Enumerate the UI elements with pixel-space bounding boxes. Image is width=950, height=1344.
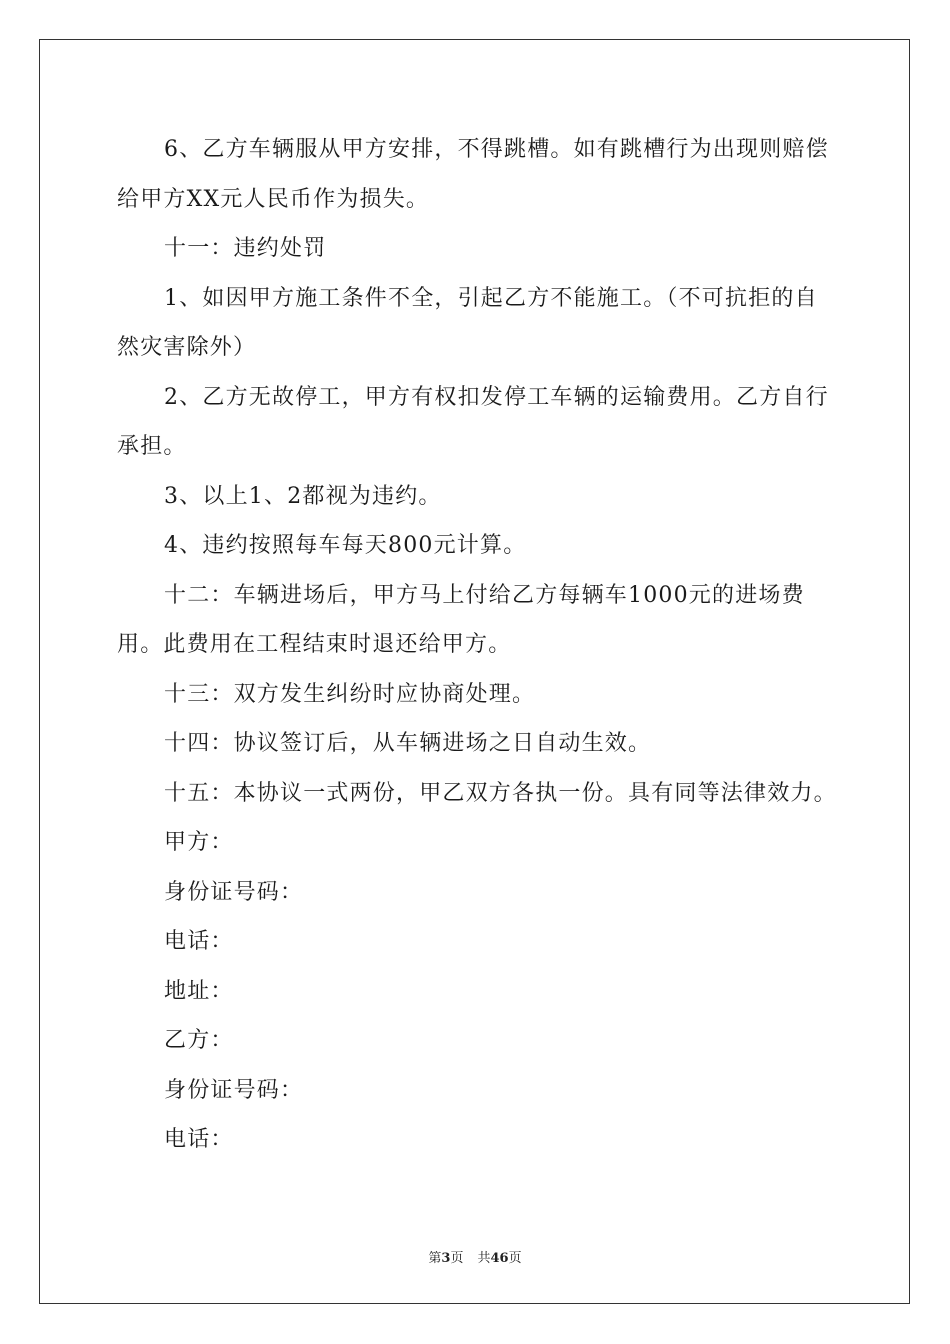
section-13-dispute: 十三：双方发生纠纷时应协商处理。 <box>164 681 536 707</box>
document-body <box>117 125 837 1165</box>
paragraph-penalty-1: 1、如因甲方施工条件不全，引起乙方不能施工。（不可抗拒的自然灾害除外） <box>117 285 818 360</box>
paragraph-penalty-3: 3、以上1、2都视为违约。 <box>164 483 442 509</box>
footer-page-suffix: 页 <box>450 1251 464 1266</box>
section-15-copies: 十五：本协议一式两份，甲乙双方各执一份。具有同等法律效力。 <box>164 780 837 806</box>
section-12-entry-fee: 十二：车辆进场后，甲方马上付给乙方每辆车1000元的进场费用。此费用在工程结束时退还给甲方。 <box>117 582 805 657</box>
party-a-label: 甲方： <box>164 830 234 855</box>
page-footer <box>0 1247 950 1266</box>
section-heading-11: 十一：违约处罚 <box>164 236 327 261</box>
footer-total-suffix: 页 <box>508 1251 522 1266</box>
party-a-address-label: 地址： <box>164 978 234 1004</box>
section-14-effective: 十四：协议签订后，从车辆进场之日自动生效。 <box>164 731 652 756</box>
footer-total-pages: 46 <box>490 1251 509 1266</box>
footer-page-prefix: 第 <box>428 1251 442 1266</box>
footer-page-number: 3 <box>441 1251 451 1266</box>
party-a-phone-label: 电话： <box>164 929 234 954</box>
party-b-label: 乙方： <box>164 1028 234 1053</box>
paragraph-penalty-4: 4、违约按照每车每天800元计算。 <box>164 533 527 558</box>
party-a-id-label: 身份证号码： <box>164 879 304 905</box>
paragraph-penalty-2: 2、乙方无故停工，甲方有权扣发停工车辆的运输费用。乙方自行承担。 <box>117 384 829 459</box>
party-b-phone-label: 电话： <box>164 1127 234 1152</box>
footer-total-prefix: 共 <box>477 1251 491 1266</box>
paragraph-6-vehicle-arrangement: 6、乙方车辆服从甲方安排，不得跳槽。如有跳槽行为出现则赔偿给甲方XX元人民币作为损失。 <box>117 137 829 212</box>
party-b-id-label: 身份证号码： <box>164 1077 304 1103</box>
